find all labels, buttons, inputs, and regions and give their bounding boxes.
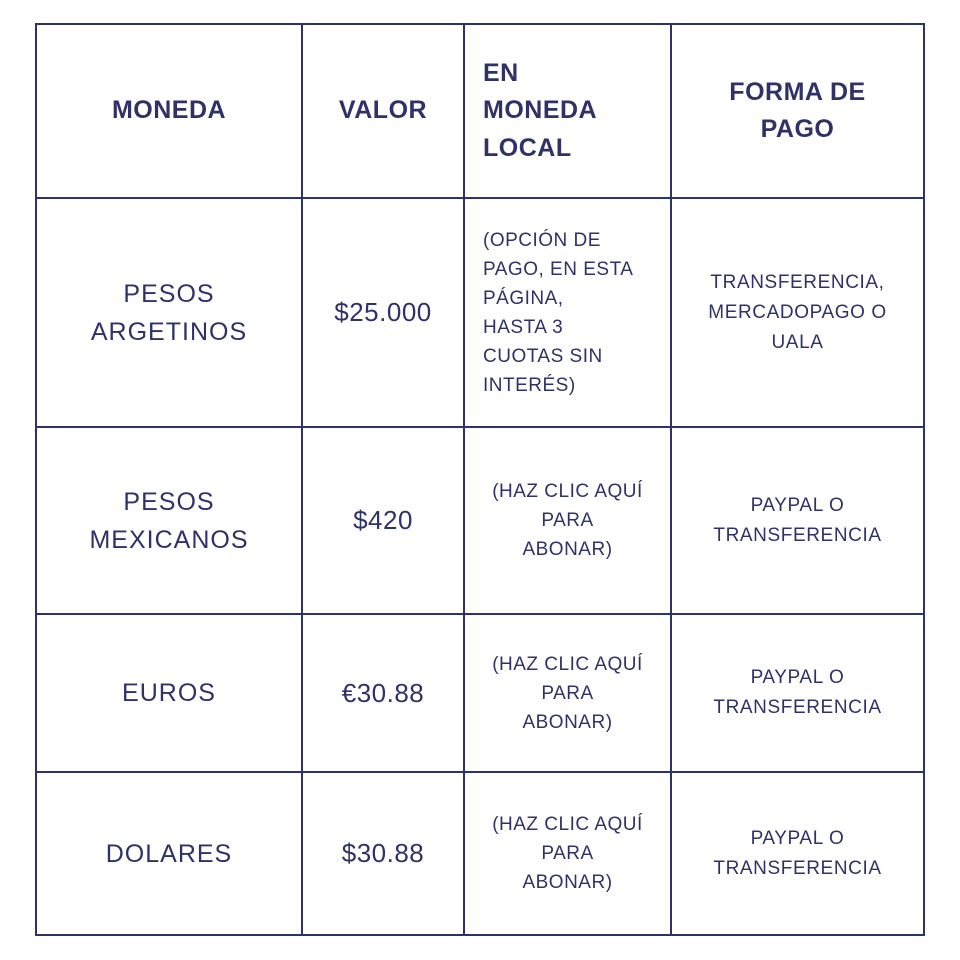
table-row-payment — [672, 199, 923, 428]
header-moneda-local — [465, 25, 672, 199]
header-valor-label: VALOR — [338, 96, 428, 125]
price-value: $30.88 — [341, 838, 425, 868]
table-row-currency — [37, 428, 303, 615]
table-row-payment — [672, 773, 923, 934]
table-row-currency — [37, 615, 303, 773]
price-value: $420 — [353, 505, 413, 535]
local-payment-note: (OPCIÓN DE PAGO, EN ESTA PÁGINA, HASTA 3 CUOTAS SIN INTERÉS) — [483, 229, 634, 396]
header-moneda — [37, 25, 303, 199]
pay-link-label: (HAZ CLIC AQUÍ PARA ABONAR) — [492, 653, 643, 733]
table-row-value — [303, 199, 465, 428]
payment-methods: PAYPAL O TRANSFERENCIA — [713, 827, 882, 879]
currency-name: PESOS MEXICANOS — [89, 487, 249, 554]
price-value: $25.000 — [334, 297, 432, 327]
payment-methods: PAYPAL O TRANSFERENCIA — [713, 667, 882, 718]
table-row-payment — [672, 428, 923, 615]
pay-link-label: (HAZ CLIC AQUÍ PARA ABONAR) — [492, 814, 643, 893]
pay-link-label: (HAZ CLIC AQUÍ PARA ABONAR) — [492, 481, 643, 560]
table-row-value — [303, 428, 465, 615]
pay-link-usd[interactable] — [465, 773, 672, 934]
pricing-table — [35, 23, 925, 936]
table-row-value — [303, 773, 465, 934]
payment-methods: PAYPAL O TRANSFERENCIA — [713, 494, 882, 546]
table-row-currency — [37, 773, 303, 934]
pay-link-eur[interactable] — [465, 615, 672, 773]
header-forma-de-pago-label: FORMA DE PAGO — [729, 77, 866, 143]
price-value: €30.88 — [341, 677, 425, 708]
payment-methods: TRANSFERENCIA, MERCADOPAGO O UALA — [708, 271, 887, 353]
header-forma-de-pago — [672, 25, 923, 199]
currency-name: PESOS ARGETINOS — [90, 279, 248, 346]
pay-link-mxn[interactable] — [465, 428, 672, 615]
header-moneda-local-label: EN MONEDA LOCAL — [483, 58, 598, 162]
table-row-payment — [672, 615, 923, 773]
table-row-local-note — [465, 199, 672, 428]
currency-name: EUROS — [122, 679, 216, 707]
table-row-currency — [37, 199, 303, 428]
currency-name: DOLARES — [105, 839, 233, 868]
header-moneda-label: MONEDA — [111, 96, 227, 125]
table-row-value — [303, 615, 465, 773]
header-valor — [303, 25, 465, 199]
